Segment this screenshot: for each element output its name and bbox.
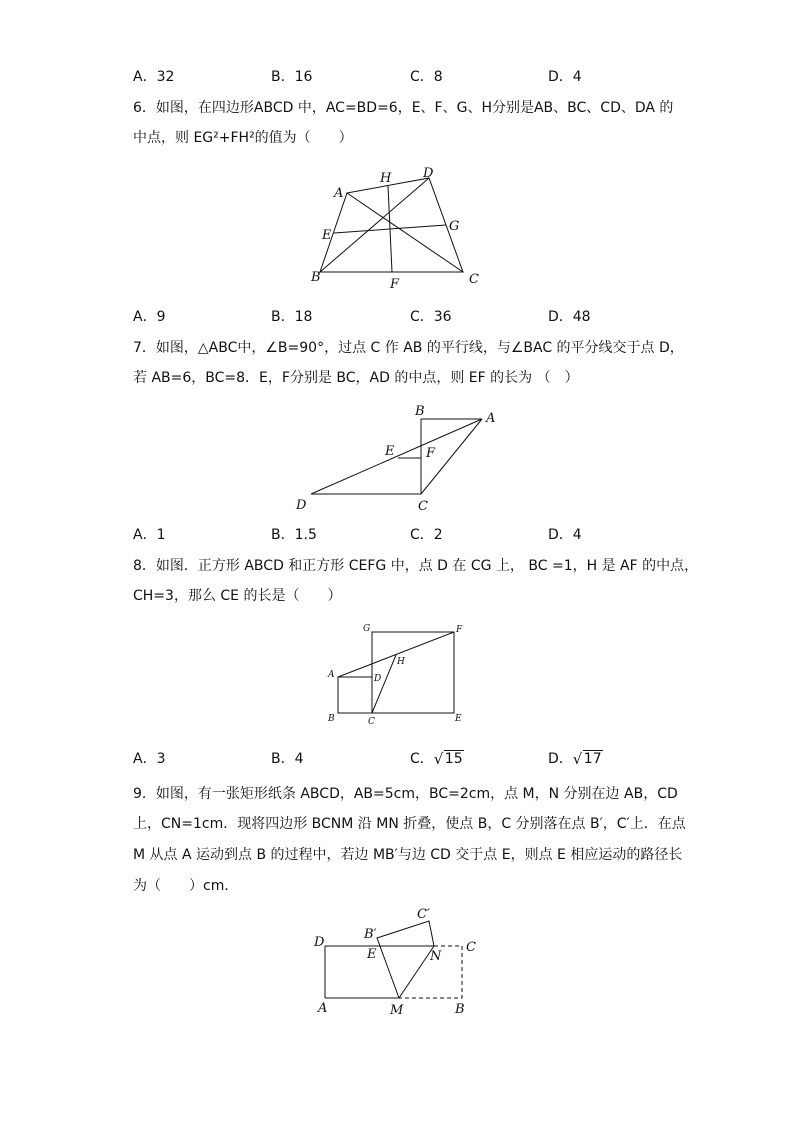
q6-figure [300,160,500,295]
q5-option-d[interactable]: D．4 [548,69,582,85]
q8-option-b[interactable]: B．4 [271,751,304,767]
q9-stem-line1: 9．如图，有一张矩形纸条 ABCD，AB=5cm，BC=2cm，点 M，N 分别在边 AB，CD [133,786,678,802]
q8-option-a[interactable]: A．3 [133,751,166,767]
q8-segment-af [338,632,454,677]
q8-label-c: C [368,717,375,727]
q9-label-a: A [318,1001,328,1016]
q8-label-e: E [455,714,462,724]
q8-option-c-prefix: C． [410,751,434,767]
q7-figure [290,398,505,516]
q6-label-f: F [390,277,400,292]
q6-option-b[interactable]: B．18 [271,309,313,325]
q6-label-a: A [334,186,344,201]
q8-segment-ch [372,655,396,713]
q9-label-b: B [455,1002,465,1017]
q9-label-c-prime: C′ [417,907,430,922]
q9-stem-line2: 上，CN=1cm．现将四边形 BCNM 沿 MN 折叠，使点 B，C 分别落在点 B′，C′上．在点 [133,816,686,832]
q8-option-c[interactable] [410,748,464,768]
q7-label-b: B [415,404,425,419]
q8-label-b: B [328,714,335,724]
q6-label-b: B [311,270,321,285]
q7-option-c[interactable]: C．2 [410,527,443,543]
q6-label-h: H [380,171,392,186]
q7-option-b[interactable]: B．1.5 [271,527,317,543]
q9-label-c: C [466,940,476,955]
q7-options [133,524,693,544]
q7-segment-ad [311,419,482,494]
q6-label-d: D [423,166,434,181]
q8-option-c-radicand: 15 [444,751,463,767]
q8-label-f: F [456,625,463,635]
q9-label-m: M [390,1003,404,1018]
q7-option-a[interactable]: A．1 [133,527,166,543]
q8-option-d[interactable] [548,748,603,768]
q7-option-d[interactable]: D．4 [548,527,582,543]
q9-stem-line3: M 从点 A 运动到点 B 的过程中，若边 MB′与边 CD 交于点 E，则点 E 相应运动的路径长 [133,847,683,863]
q6-option-a[interactable]: A．9 [133,309,166,325]
q8-figure [320,618,470,728]
q8-option-d-prefix: D． [548,751,573,767]
q9-segment-mn [399,946,434,998]
q8-options [133,748,693,768]
q6-options [133,306,693,326]
q6-stem-line1: 6．如图，在四边形ABCD 中，AC=BD=6，E、F、G、H分别是AB、BC、CD、DA 的 [133,100,674,116]
q9-stem-line4: 为（ ）cm． [133,878,239,894]
q7-stem-line1: 7．如图，△ABC中，∠B=90°，过点 C 作 AB 的平行线，与∠BAC 的平分线交于点 D， [133,340,684,356]
q6-label-e: E [322,228,332,243]
q8-label-d: D [374,674,382,684]
q8-square-abcd [338,677,372,713]
q5-option-a[interactable]: A．32 [133,69,175,85]
q5-option-b[interactable]: B．16 [271,69,313,85]
q7-stem-line2: 若 AB=6，BC=8．E，F分别是 BC，AD 的中点，则 EF 的长为 （ ） [133,370,579,386]
q7-label-e: E [385,444,395,459]
q6-label-c: C [469,272,479,287]
q6-label-g: G [449,219,460,234]
q7-label-c: C [418,499,428,514]
q8-stem-line2: CH=3，那么 CE 的长是（ ） [133,588,342,604]
q8-stem-line1: 8．如图．正方形 ABCD 和正方形 CEFG 中，点 D 在 CG 上， BC =1，H 是 AF 的中点， [133,558,699,574]
q8-label-g: G [363,624,371,634]
q9-label-d: D [314,935,325,950]
q7-label-f: F [426,446,436,461]
q8-label-a: A [328,670,335,680]
q5-options [133,66,693,86]
q9-label-b-prime: B′ [364,927,377,942]
q7-label-d: D [296,498,307,513]
q8-label-h: H [397,657,405,667]
q6-option-c[interactable]: C．36 [410,309,452,325]
q5-option-c[interactable]: C．8 [410,69,443,85]
q9-label-n: N [430,949,442,964]
q6-diagonal-ac [347,193,463,272]
q8-option-d-radicand: 17 [583,751,602,767]
q6-option-d[interactable]: D．48 [548,309,591,325]
sqrt-icon: √ 15 [433,750,463,768]
q6-stem-line2: 中点，则 EG²+FH²的值为（ ） [133,130,353,146]
q7-label-a: A [486,411,496,426]
q8-square-cefg [372,632,454,713]
q9-label-e: E [367,947,377,962]
q9-figure [305,900,485,1020]
sqrt-icon: √ 17 [572,750,602,768]
